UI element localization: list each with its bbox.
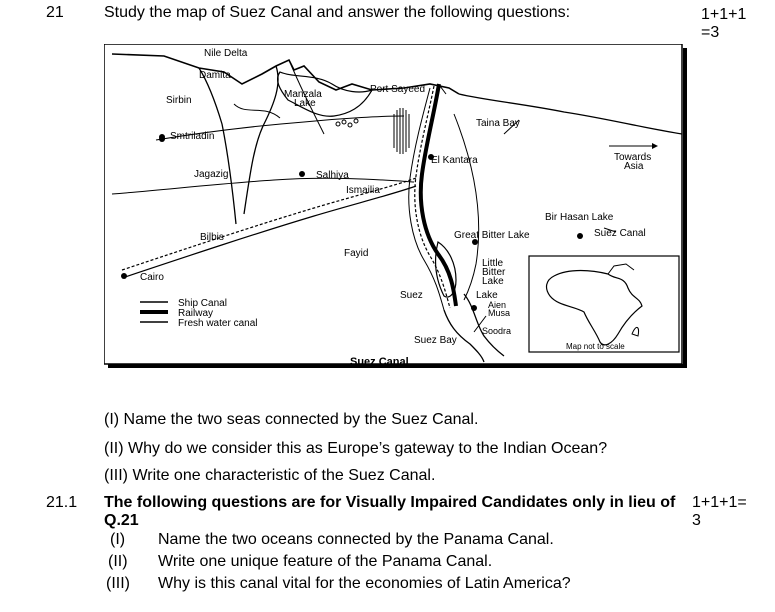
aien-musa-dot [471, 305, 477, 311]
label-damita: Damita [199, 70, 231, 81]
q21-1-number: 21.1 [46, 494, 78, 511]
map-svg [104, 44, 688, 370]
label-little-3: Lake [482, 276, 504, 287]
q21-1-item-3-number: (III) [106, 575, 130, 592]
label-taina-bay: Taina Bay [476, 118, 520, 129]
salhiya-dot [299, 171, 305, 177]
label-port-sayeed: Port Sayeed [370, 84, 426, 95]
label-lake: Lake [476, 290, 498, 301]
label-great-bitter-lake: Great Bitter Lake [454, 230, 530, 241]
q21-1-marks-line-2: 3 [692, 512, 701, 529]
legend-fresh-water-label: Fresh water canal [178, 318, 258, 329]
label-sirbin: Sirbin [166, 95, 192, 106]
suez-canal-dot [577, 233, 583, 239]
label-salhiya: Salhiya [316, 170, 349, 181]
question-number: 21 [46, 4, 64, 21]
q21-subquestion-2: (II) Why do we consider this as Europe’s gateway to the Indian Ocean? [104, 440, 608, 457]
label-map-not-to-scale: Map not to scale [566, 342, 625, 351]
q21-1-item-1-number: (I) [110, 531, 126, 548]
marks-line-1: 1+1+1 [701, 6, 747, 23]
q21-1-marks-line-1: 1+1+1= [692, 494, 747, 511]
label-suez: Suez [400, 290, 423, 301]
q21-1-intro-line-2: Q.21 [104, 512, 139, 529]
label-little-1: Little [482, 258, 504, 269]
label-little-2: Bitter [482, 267, 506, 278]
q21-1-item-3-text: Why is this canal vital for the economies of Latin America? [158, 575, 571, 592]
label-cairo: Cairo [140, 272, 164, 283]
q21-1-intro-line-1: The following questions are for Visually Impaired Candidates only in lieu of [104, 494, 676, 511]
legend-ship-canal-label: Ship Canal [178, 298, 227, 309]
inset-map-frame [529, 256, 679, 352]
marks-line-2: =3 [701, 24, 720, 41]
label-manzala-2: Lake [294, 98, 316, 109]
q21-subquestion-1: (I) Name the two seas connected by the Suez Canal. [104, 411, 479, 428]
label-towards-2: Asia [624, 161, 644, 172]
label-aien: Aien [488, 300, 507, 310]
q21-1-item-2-number: (II) [108, 553, 128, 570]
q21-1-item-2-text: Write one unique feature of the Panama Canal. [158, 553, 493, 570]
label-fayid: Fayid [344, 248, 369, 259]
label-ismailia: Ismailia [346, 185, 380, 196]
suez-canal-map [104, 44, 688, 370]
label-towards-1: Towards [614, 152, 652, 163]
q21-1-item-1-text: Name the two oceans connected by the Panama Canal. [158, 531, 554, 548]
label-bir-hasan-lake: Bir Hasan Lake [545, 212, 614, 223]
smtriladin-dot [159, 136, 165, 142]
label-el-kantara: El Kantara [431, 155, 478, 166]
label-nile-delta: Nile Delta [204, 48, 248, 59]
label-jagazig: Jagazig [194, 169, 229, 180]
label-smtriladin: Smtriladin [170, 131, 215, 142]
label-musa: Musa [488, 308, 511, 318]
label-suez-bay: Suez Bay [414, 335, 457, 346]
legend-railway-label: Railway [178, 308, 214, 319]
cairo-dot [121, 273, 127, 279]
label-soodra: Soodra [482, 326, 512, 336]
question-prompt: Study the map of Suez Canal and answer the following questions: [104, 4, 571, 21]
label-manzala-1: Manzala [284, 89, 322, 100]
map-title: Suez Canal [350, 356, 409, 368]
label-bilbis: Bilbis [200, 232, 224, 243]
q21-subquestion-3: (III) Write one characteristic of the Suez Canal. [104, 467, 436, 484]
label-suez-canal: Suez Canal [594, 228, 646, 239]
